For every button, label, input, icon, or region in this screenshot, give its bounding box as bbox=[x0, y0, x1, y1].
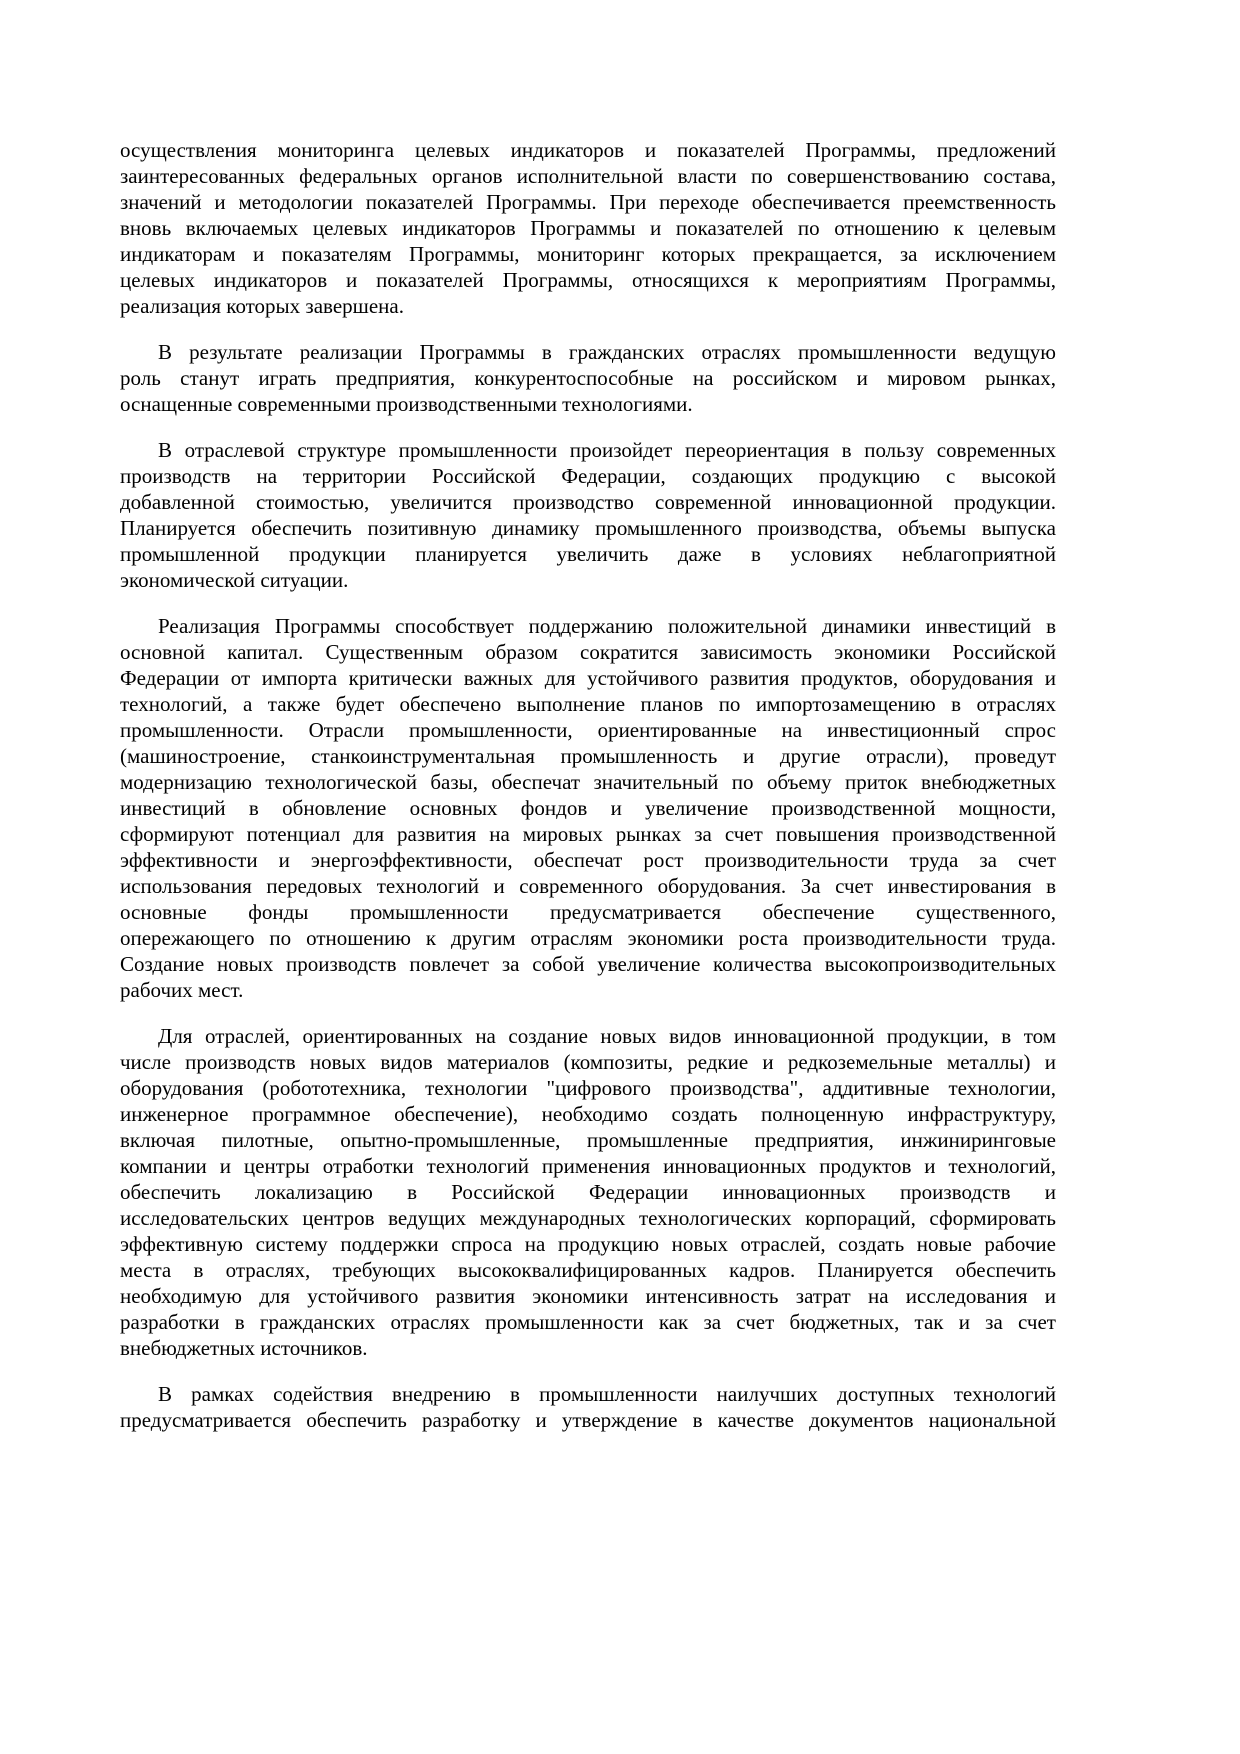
paragraph bbox=[120, 339, 1056, 417]
text-line: внебюджетных источников. bbox=[120, 1336, 368, 1360]
paragraph bbox=[120, 137, 1056, 319]
text-line: (машиностроение, станкоинструментальная промышленность и другие отрасли), проведут bbox=[120, 744, 1056, 768]
text-line: В рамках содействия внедрению в промышленности наилучших доступных технологий bbox=[158, 1382, 1056, 1406]
text-line: заинтересованных федеральных органов исполнительной власти по совершенствованию состава, bbox=[120, 164, 1056, 188]
text-line: основные фонды промышленности предусматривается обеспечение существенного, bbox=[120, 900, 1056, 924]
text-line: разработки в гражданских отраслях промышленности как за счет бюджетных, так и за счет bbox=[120, 1310, 1056, 1334]
text-line: сформируют потенциал для развития на мировых рынках за счет повышения производственной bbox=[120, 822, 1056, 846]
text-line: экономической ситуации. bbox=[120, 568, 349, 592]
text-line: технологий, а также будет обеспечено выполнение планов по импортозамещению в отраслях bbox=[120, 692, 1056, 716]
paragraph bbox=[120, 437, 1056, 593]
text-line: вновь включаемых целевых индикаторов Программы и показателей по отношению к целевым bbox=[120, 216, 1056, 240]
text-line: предусматривается обеспечить разработку и утверждение в качестве документов национальной bbox=[120, 1408, 1056, 1432]
text-line: обеспечить локализацию в Российской Федерации инновационных производств и bbox=[120, 1180, 1056, 1204]
text-line: В результате реализации Программы в гражданских отраслях промышленности ведущую bbox=[158, 340, 1056, 364]
text-line: опережающего по отношению к другим отраслям экономики роста производительности труда. bbox=[120, 926, 1056, 950]
paragraph bbox=[120, 613, 1056, 1003]
text-line: Создание новых производств повлечет за собой увеличение количества высокопроизводительных bbox=[120, 952, 1056, 976]
text-line: роль станут играть предприятия, конкурентоспособные на российском и мировом рынках, bbox=[120, 366, 1056, 390]
paragraph bbox=[120, 1381, 1056, 1433]
text-line: места в отраслях, требующих высококвалифицированных кадров. Планируется обеспечить bbox=[120, 1258, 1056, 1282]
text-line: индикаторам и показателям Программы, мониторинг которых прекращается, за исключением bbox=[120, 242, 1056, 266]
text-line: эффективности и энергоэффективности, обеспечат рост производительности труда за счет bbox=[120, 848, 1056, 872]
text-line: В отраслевой структуре промышленности произойдет переориентация в пользу современных bbox=[158, 438, 1056, 462]
text-line: осуществления мониторинга целевых индикаторов и показателей Программы, предложений bbox=[120, 138, 1056, 162]
text-line: модернизацию технологической базы, обеспечат значительный по объему приток внебюджетных bbox=[120, 770, 1056, 794]
text-line: реализация которых завершена. bbox=[120, 294, 404, 318]
text-line: включая пилотные, опытно-промышленные, промышленные предприятия, инжиниринговые bbox=[120, 1128, 1056, 1152]
text-line: Для отраслей, ориентированных на создание новых видов инновационной продукции, в том bbox=[158, 1024, 1056, 1048]
text-line: целевых индикаторов и показателей Программы, относящихся к мероприятиям Программы, bbox=[120, 268, 1056, 292]
text-line: исследовательских центров ведущих международных технологических корпораций, сформировать bbox=[120, 1206, 1056, 1230]
text-line: оснащенные современными производственными технологиями. bbox=[120, 392, 693, 416]
text-line: добавленной стоимостью, увеличится производство современной инновационной продукции. bbox=[120, 490, 1056, 514]
text-line: промышленности. Отрасли промышленности, ориентированные на инвестиционный спрос bbox=[120, 718, 1056, 742]
text-line: необходимую для устойчивого развития экономики интенсивность затрат на исследования и bbox=[120, 1284, 1056, 1308]
text-line: значений и методологии показателей Программы. При переходе обеспечивается преемственность bbox=[120, 190, 1056, 214]
text-line: производств на территории Российской Федерации, создающих продукцию с высокой bbox=[120, 464, 1056, 488]
text-line: инженерное программное обеспечение), необходимо создать полноценную инфраструктуру, bbox=[120, 1102, 1056, 1126]
text-line: Реализация Программы способствует поддержанию положительной динамики инвестиций в bbox=[158, 614, 1056, 638]
text-line: рабочих мест. bbox=[120, 978, 244, 1002]
document-page bbox=[120, 137, 1056, 1453]
text-line: использования передовых технологий и современного оборудования. За счет инвестирования в bbox=[120, 874, 1056, 898]
text-line: компании и центры отработки технологий применения инновационных продуктов и технологий, bbox=[120, 1154, 1056, 1178]
text-line: основной капитал. Существенным образом сократится зависимость экономики Российской bbox=[120, 640, 1056, 664]
text-line: оборудования (робототехника, технологии "цифрового производства", аддитивные технологии, bbox=[120, 1076, 1056, 1100]
text-line: промышленной продукции планируется увеличить даже в условиях неблагоприятной bbox=[120, 542, 1056, 566]
text-line: числе производств новых видов материалов (композиты, редкие и редкоземельные металлы) и bbox=[120, 1050, 1056, 1074]
text-line: Федерации от импорта критически важных для устойчивого развития продуктов, оборудования и bbox=[120, 666, 1056, 690]
text-line: эффективную систему поддержки спроса на продукцию новых отраслей, создать новые рабочие bbox=[120, 1232, 1056, 1256]
text-line: инвестиций в обновление основных фондов и увеличение производственной мощности, bbox=[120, 796, 1056, 820]
paragraph bbox=[120, 1023, 1056, 1361]
text-line: Планируется обеспечить позитивную динамику промышленного производства, объемы выпуска bbox=[120, 516, 1056, 540]
